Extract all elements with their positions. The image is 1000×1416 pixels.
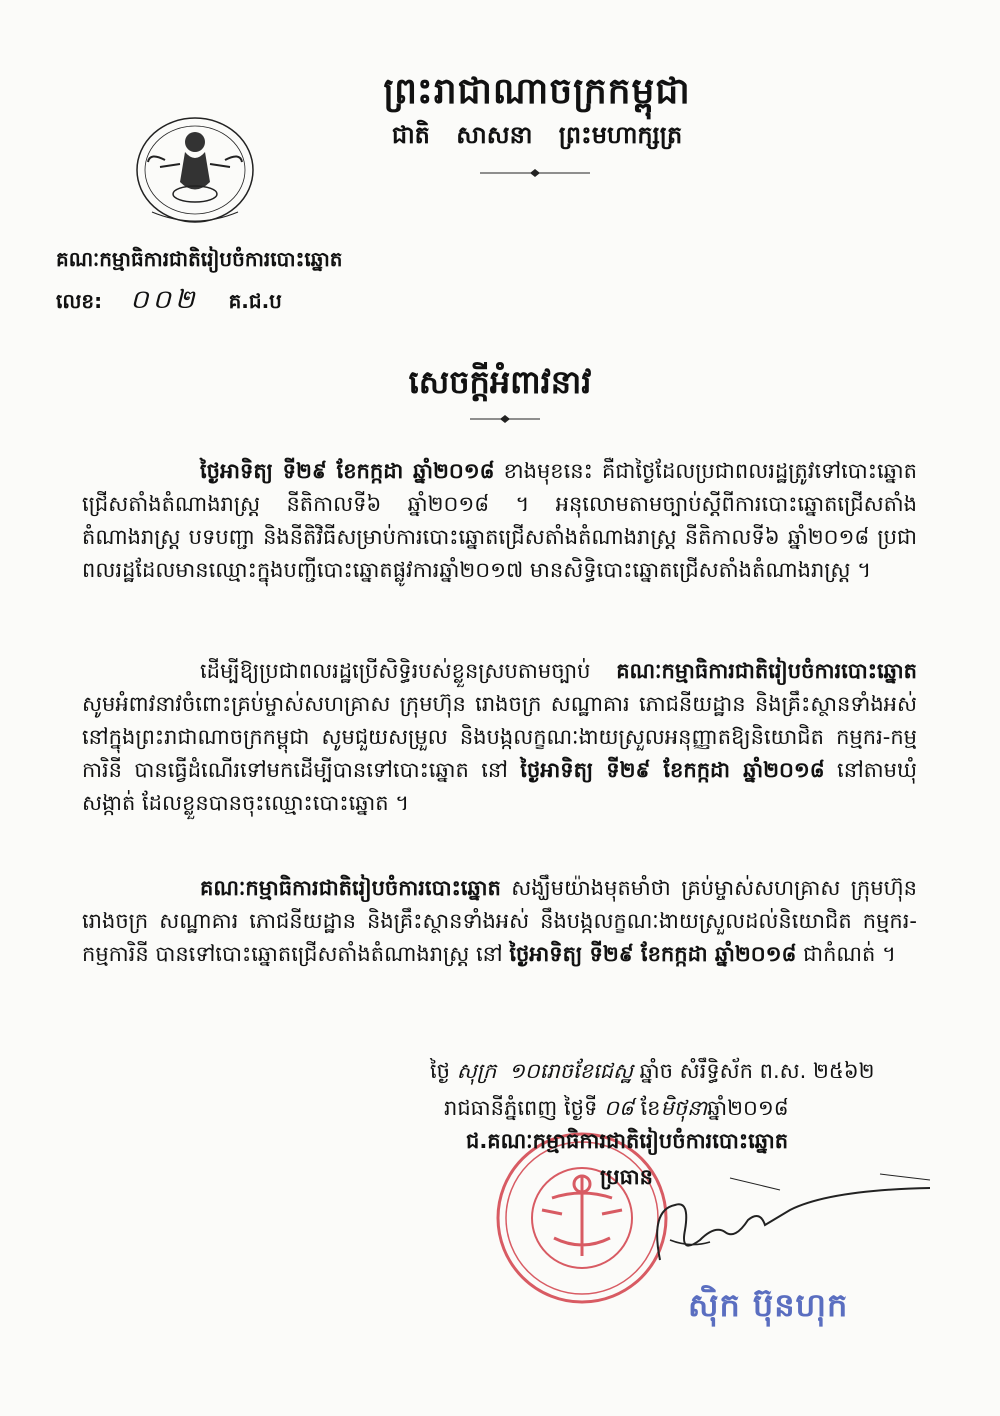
body-paragraph-3 (82, 872, 917, 971)
gregorian-date-line (444, 1095, 789, 1126)
paragraph-1-run-0: ថ្ងៃអាទិត្យ ទី២៩ ខែកក្កដា ឆ្នាំ២០១៨ (200, 459, 495, 483)
paragraph-3-run-2: ថ្ងៃអាទិត្យ ទី២៩ ខែកក្កដា ឆ្នាំ២០១៨ (509, 942, 797, 966)
reference-label: លេខ: (56, 289, 103, 313)
lunar-date-label: ថ្ងៃ (430, 1059, 450, 1083)
paragraph-2-run-2: សូមអំពាវនាវចំពោះគ្រប់ម្ចាស់សហគ្រាស ក្រុមហ៊ុន រោងចក្រ សណ្ឋាគារ ភោជនីយដ្ឋាន និងគ្រឹះស្ថានទាំងអស់នៅក្នុងព្រះរាជាណាចក្រកម្ពុជា សូមជួយសម្រួល និងបង្កលក្ខណៈងាយស្រួលអនុញ្ញាតឱ្យនិយោជិត កម្មករ-កម្មការិនី បានធ្វើដំណើរទៅមកដើម្បីបានទៅបោះឆ្នោត នៅ (82, 692, 917, 782)
reference-suffix: គ.ជ.ប (228, 289, 282, 313)
lunar-date-handwritten: សុក្រ ១០រោចខែជេស្ឋ (456, 1059, 633, 1083)
paragraph-2-run-1: គណៈកម្មាធិការជាតិរៀបចំការបោះឆ្នោត (616, 659, 917, 683)
national-motto: ជាតិ សាសនា ព្រះមហាក្សត្រ (391, 121, 683, 149)
on-behalf-line: ជ.គណៈកម្មាធិការជាតិរៀបចំការបោះឆ្នោត (466, 1129, 789, 1153)
reference-line (56, 283, 282, 321)
month-label: ខែ (640, 1096, 661, 1120)
reference-number: ០០២ (130, 285, 199, 315)
title-ornament (470, 412, 540, 426)
paragraph-1-run-1: ខាងមុខនេះ គឺជាថ្ងៃដែលប្រជាពលរដ្ឋត្រូវទៅបោះឆ្នោតជ្រើសតាំងតំណាងរាស្ត្រ នីតិកាលទី៦ ឆ្នាំ២០១៨ ។ អនុលោមតាមច្បាប់ស្តីពីការបោះឆ្នោតជ្រើសតាំងតំណាងរាស្ត្រ បទបញ្ជា និងនីតិវិធីសម្រាប់ការបោះឆ្នោតជ្រើសតាំងតំណាងរាស្ត្រ នីតិកាលទី៦ ឆ្នាំ២០១៨ ប្រជាពលរដ្ឋដែលមានឈ្មោះក្នុងបញ្ជីបោះឆ្នោតផ្លូវការឆ្នាំ២០១៧ មានសិទ្ធិបោះឆ្នោតជ្រើសតាំងតំណាងរាស្ត្រ ។ (82, 459, 917, 582)
day-handwritten: ០៨ (604, 1096, 634, 1120)
handwritten-signature (630, 1170, 950, 1280)
paragraph-3-run-0: គណៈកម្មាធិការជាតិរៀបចំការបោះឆ្នោត (200, 876, 501, 900)
document-title: សេចក្តីអំពាវនាវ (408, 363, 592, 401)
year-label: ឆ្នាំ២០១៨ (707, 1096, 789, 1120)
lunar-year: ឆ្នាំច សំរឹទ្ធិស័ក ព.ស. ២៥៦២ (639, 1059, 875, 1083)
committee-name: គណៈកម្មាធិការជាតិរៀបចំការបោះឆ្នោត (56, 247, 343, 271)
body-paragraph-1 (82, 455, 917, 587)
paragraph-2-run-4: នៅតាមឃុំ សង្កាត់ ដែលខ្លួនបានចុះឈ្មោះបោះឆ្នោត ។ (82, 758, 918, 815)
ornament-divider (480, 166, 590, 180)
paragraph-3-run-3: ជាកំណត់ ។ (796, 942, 896, 966)
position-title: ប្រធាន (600, 1165, 653, 1189)
paragraph-2-run-3: ថ្ងៃអាទិត្យ ទី២៩ ខែកក្កដា ឆ្នាំ២០១៨ (520, 758, 825, 782)
signatory-name: ស៊ិក ប៊ុនហុក (688, 1286, 849, 1324)
kingdom-heading: ព្រះរាជាណាចក្រកម្ពុជា (383, 71, 691, 112)
nec-emblem-logo (130, 112, 260, 232)
paragraph-2-run-0: ដើម្បីឱ្យប្រជាពលរដ្ឋប្រើសិទ្ធិរបស់ខ្លួនស្របតាមច្បាប់ (200, 659, 617, 683)
lunar-date-line (430, 1058, 875, 1089)
paragraph-3-run-1: សង្ឃឹមយ៉ាងមុតមាំថា គ្រប់ម្ចាស់សហគ្រាស ក្រុមហ៊ុន រោងចក្រ សណ្ឋាគារ ភោជនីយដ្ឋាន និងគ្រឹះស្ថានទាំងអស់ នឹងបង្កលក្ខណៈងាយស្រួលដល់និយោជិត កម្មករ-កម្មការិនី បានទៅបោះឆ្នោតជ្រើសតាំងតំណាងរាស្ត្រ នៅ (82, 876, 917, 966)
month-handwritten: មិថុនា (660, 1096, 708, 1120)
body-paragraph-2 (82, 655, 917, 820)
place-label: រាជធានីភ្នំពេញ ថ្ងៃទី (444, 1096, 598, 1120)
